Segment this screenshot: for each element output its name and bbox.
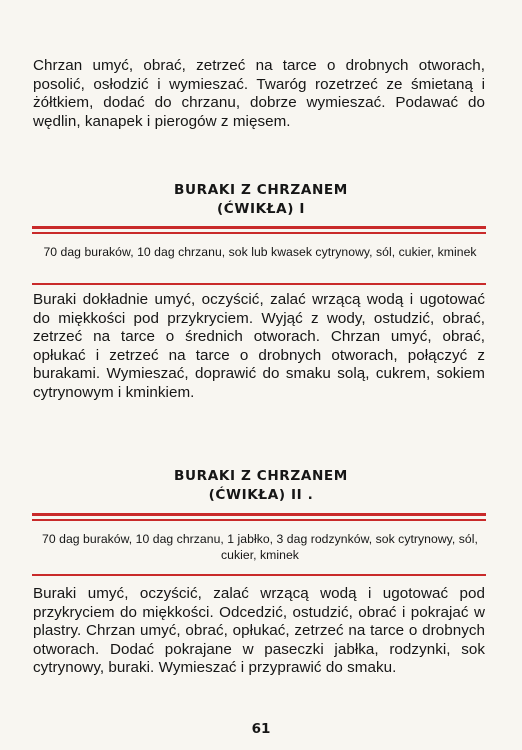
recipe-2-instructions: Buraki umyć, oczyścić, zalać wrzącą wodą i ugotować pod przykryciem do miękkości. Odcedzić, ostudzić, obrać i pokrajać w plastry. Chrzan umyć, obrać, opłukać, zetrzeć na tarce o drobnych otworach. Dodać pokrajane w paseczki jabłka, rodzynki, sok cytrynowy, buraki. Wymieszać i przyprawić do smaku. (33, 585, 485, 677)
recipe-1-top-rule (32, 226, 486, 229)
recipe-1-top-rule-thin (32, 232, 486, 234)
recipe-2-title-line1: BURAKI Z CHRZANEM (174, 468, 348, 484)
recipe-1-title (0, 181, 522, 219)
recipe-1-instructions: Buraki dokładnie umyć, oczyścić, zalać wrzącą wodą i ugotować do miękkości pod przykryciem. Wyjąć z wody, ostudzić, obrać, zetrzeć na tarce o średnich otworach. Chrzan umyć, obrać, opłukać i zetrzeć na tarce o drobnych otworach, połączyć z burakami. Wymieszać, doprawić do smaku solą, cukrem, sokiem cytrynowym i kminkiem. (33, 291, 485, 401)
recipe-1-title-line1: BURAKI Z CHRZANEM (174, 182, 348, 198)
recipe-2-bottom-rule (32, 574, 486, 576)
page-number: 61 (251, 721, 271, 737)
intro-paragraph: Chrzan umyć, obrać, zetrzeć na tarce o drobnych otworach, posolić, osłodzić i wymieszać. Twaróg rozetrzeć ze śmietaną i żółtkiem, dodać do chrzanu, dobrze wymieszać. Podawać do wędlin, kanapek i pierogów z mięsem. (33, 57, 485, 130)
recipe-2-top-rule (32, 513, 486, 516)
recipe-2-ingredients: 70 dag buraków, 10 dag chrzanu, 1 jabłko, 3 dag rodzynków, sok cytrynowy, sól, cukier, kminek (42, 532, 478, 562)
recipe-2-title (0, 467, 522, 505)
recipe-1-title-line2: (ĆWIKŁA) I (216, 201, 306, 217)
recipe-1-ingredients: 70 dag buraków, 10 dag chrzanu, sok lub kwasek cytrynowy, sól, cukier, kminek (43, 245, 477, 259)
recipe-1-bottom-rule (32, 283, 486, 285)
recipe-2-top-rule-thin (32, 519, 486, 521)
recipe-2-title-line2: (ĆWIKŁA) II . (208, 487, 314, 503)
